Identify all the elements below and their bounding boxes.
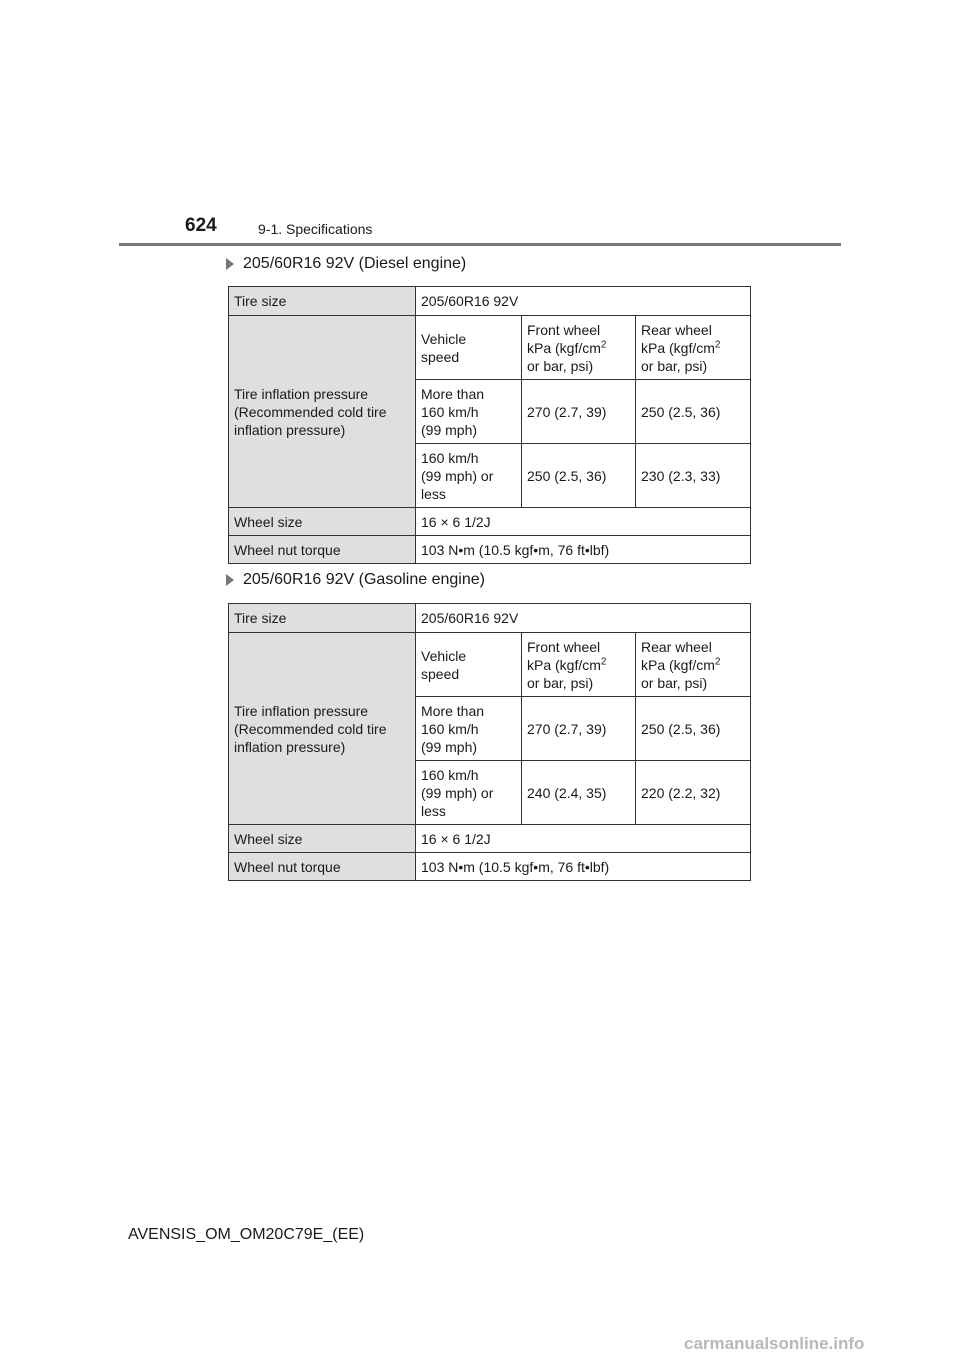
wheel-nut-torque-value: 103 N•m (10.5 kgf•m, 76 ft•lbf) — [416, 853, 751, 881]
wheel-size-value: 16 × 6 1/2J — [416, 508, 751, 536]
wheel-nut-torque-label: Wheel nut torque — [229, 853, 416, 881]
table-row — [229, 633, 751, 697]
speed-cell: 160 km/h (99 mph) or less — [416, 444, 522, 508]
tire-pressure-label: Tire inflation pressure (Recommended cold tire inflation pressure) — [229, 633, 416, 825]
tire-pressure-label: Tire inflation pressure (Recommended cold tire inflation pressure) — [229, 316, 416, 508]
tire-size-value: 205/60R16 92V — [416, 604, 751, 633]
front-pressure-cell: 240 (2.4, 35) — [522, 761, 636, 825]
diesel-spec-heading — [226, 255, 466, 273]
speed-cell: More than 160 km/h (99 mph) — [416, 380, 522, 444]
page-number: 624 — [185, 215, 217, 236]
header-divider — [119, 243, 841, 246]
rear-pressure-cell: 250 (2.5, 36) — [636, 380, 751, 444]
rear-pressure-cell: 220 (2.2, 32) — [636, 761, 751, 825]
table-row — [229, 604, 751, 633]
tire-size-label: Tire size — [229, 287, 416, 316]
gasoline-spec-table — [228, 603, 751, 881]
rear-pressure-cell: 230 (2.3, 33) — [636, 444, 751, 508]
rear-wheel-header: Rear wheel kPa ($kgf/cm^2$ or bar, psi) — [636, 633, 751, 697]
wheel-size-label: Wheel size — [229, 825, 416, 853]
rear-wheel-header: Rear wheel kPa ($kgf/cm^2$ or bar, psi) — [636, 316, 751, 380]
wheel-nut-torque-label: Wheel nut torque — [229, 536, 416, 564]
front-pressure-cell: 270 (2.7, 39) — [522, 697, 636, 761]
diesel-spec-heading-text: 205/60R16 92V (Diesel engine) — [243, 255, 467, 272]
gasoline-spec-heading-text: 205/60R16 92V (Gasoline engine) — [243, 571, 485, 588]
watermark: carmanualsonline.info — [684, 1334, 865, 1353]
front-pressure-cell: 270 (2.7, 39) — [522, 380, 636, 444]
wheel-nut-torque-value: 103 N•m (10.5 kgf•m, 76 ft•lbf) — [416, 536, 751, 564]
table-row — [229, 853, 751, 881]
tire-size-label: Tire size — [229, 604, 416, 633]
rear-pressure-cell: 250 (2.5, 36) — [636, 697, 751, 761]
table-row — [229, 287, 751, 316]
table-row — [229, 536, 751, 564]
triangle-bullet-icon — [226, 258, 234, 270]
speed-cell: 160 km/h (99 mph) or less — [416, 761, 522, 825]
vehicle-speed-header: Vehicle speed — [416, 633, 522, 697]
gasoline-spec-heading — [226, 571, 485, 589]
table-row — [229, 508, 751, 536]
wheel-size-value: 16 × 6 1/2J — [416, 825, 751, 853]
front-pressure-cell: 250 (2.5, 36) — [522, 444, 636, 508]
table-row — [229, 316, 751, 380]
diesel-spec-table — [228, 286, 751, 564]
section-title: 9-1. Specifications — [258, 221, 373, 237]
document-code: AVENSIS_OM_OM20C79E_(EE) — [128, 1226, 365, 1243]
triangle-bullet-icon — [226, 574, 234, 586]
page-header — [0, 0, 960, 250]
speed-cell: More than 160 km/h (99 mph) — [416, 697, 522, 761]
front-wheel-header: Front wheel kPa ($kgf/cm^2$ or bar, psi) — [522, 316, 636, 380]
vehicle-speed-header: Vehicle speed — [416, 316, 522, 380]
wheel-size-label: Wheel size — [229, 508, 416, 536]
tire-size-value: 205/60R16 92V — [416, 287, 751, 316]
front-wheel-header: Front wheel kPa ($kgf/cm^2$ or bar, psi) — [522, 633, 636, 697]
table-row — [229, 825, 751, 853]
